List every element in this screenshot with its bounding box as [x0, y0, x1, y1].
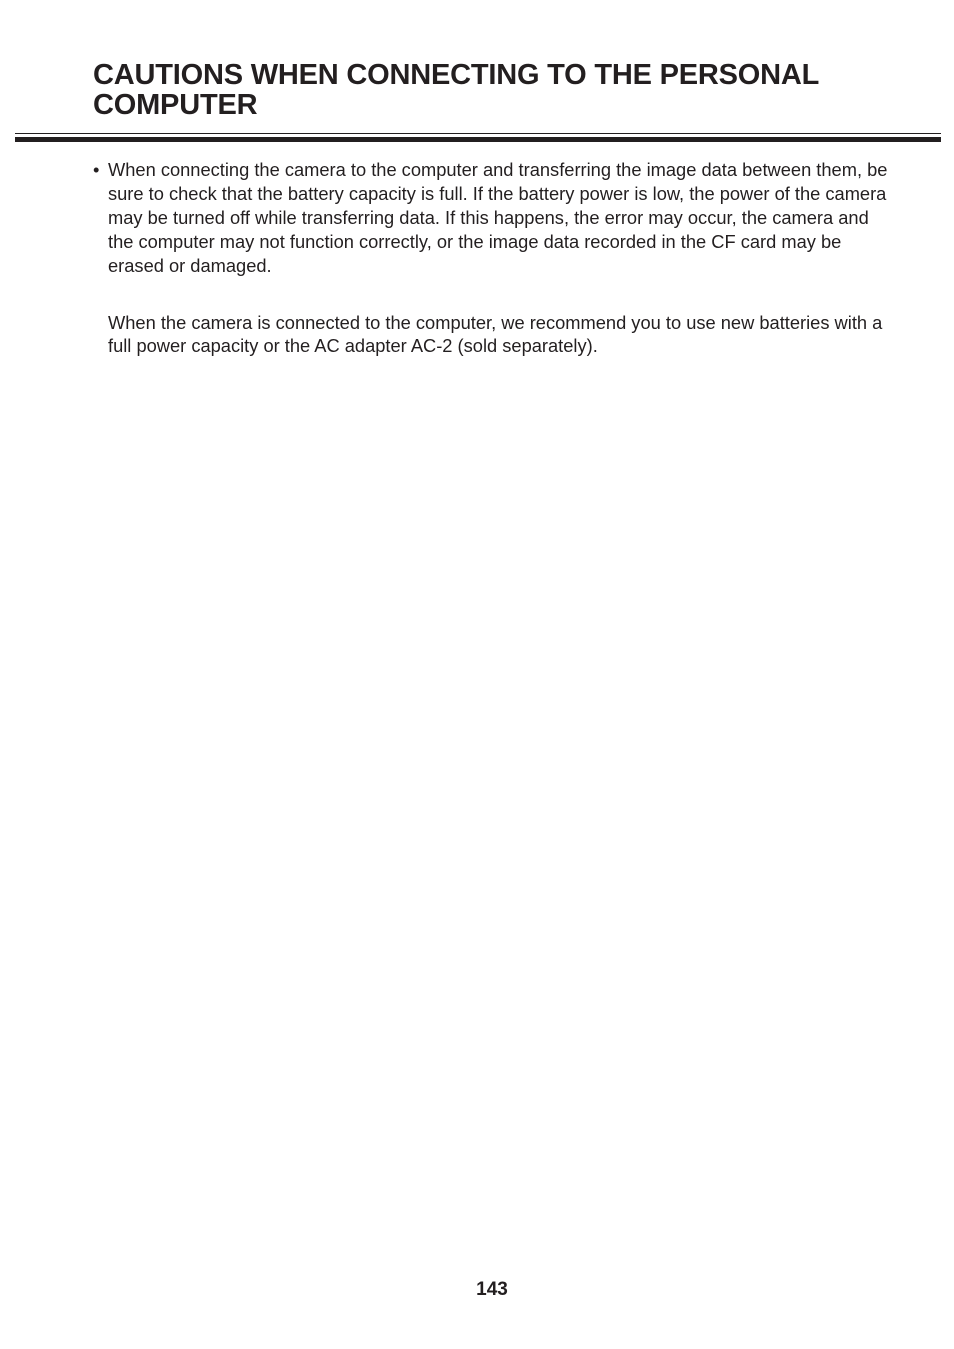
page-title-line-2: COMPUTER: [93, 89, 258, 121]
page-title-line-1: CAUTIONS WHEN CONNECTING TO THE PERSONAL: [93, 59, 820, 91]
header-rule-thick: [15, 137, 941, 142]
body-content: [93, 158, 893, 358]
page-title: [93, 60, 913, 120]
bullet-icon: •: [93, 159, 100, 180]
bullet-item: [93, 158, 893, 278]
paragraph-battery-caution: When connecting the camera to the computer and transferring the image data between them, be sure to check that the battery capacity is full. If the battery power is low, the power of the camera may be turned off while transferring data. If this happens, the error may occur, the camera and the computer may not function correctly, or the image data recorded in the CF card may be erased or damaged.: [108, 159, 888, 276]
header-rule-thin: [15, 133, 941, 134]
paragraph-recommendation: When the camera is connected to the computer, we recommend you to use new batteries with a full power capacity or the AC adapter AC-2 (sold separately).: [108, 311, 883, 357]
page-number: 143: [476, 1279, 508, 1300]
